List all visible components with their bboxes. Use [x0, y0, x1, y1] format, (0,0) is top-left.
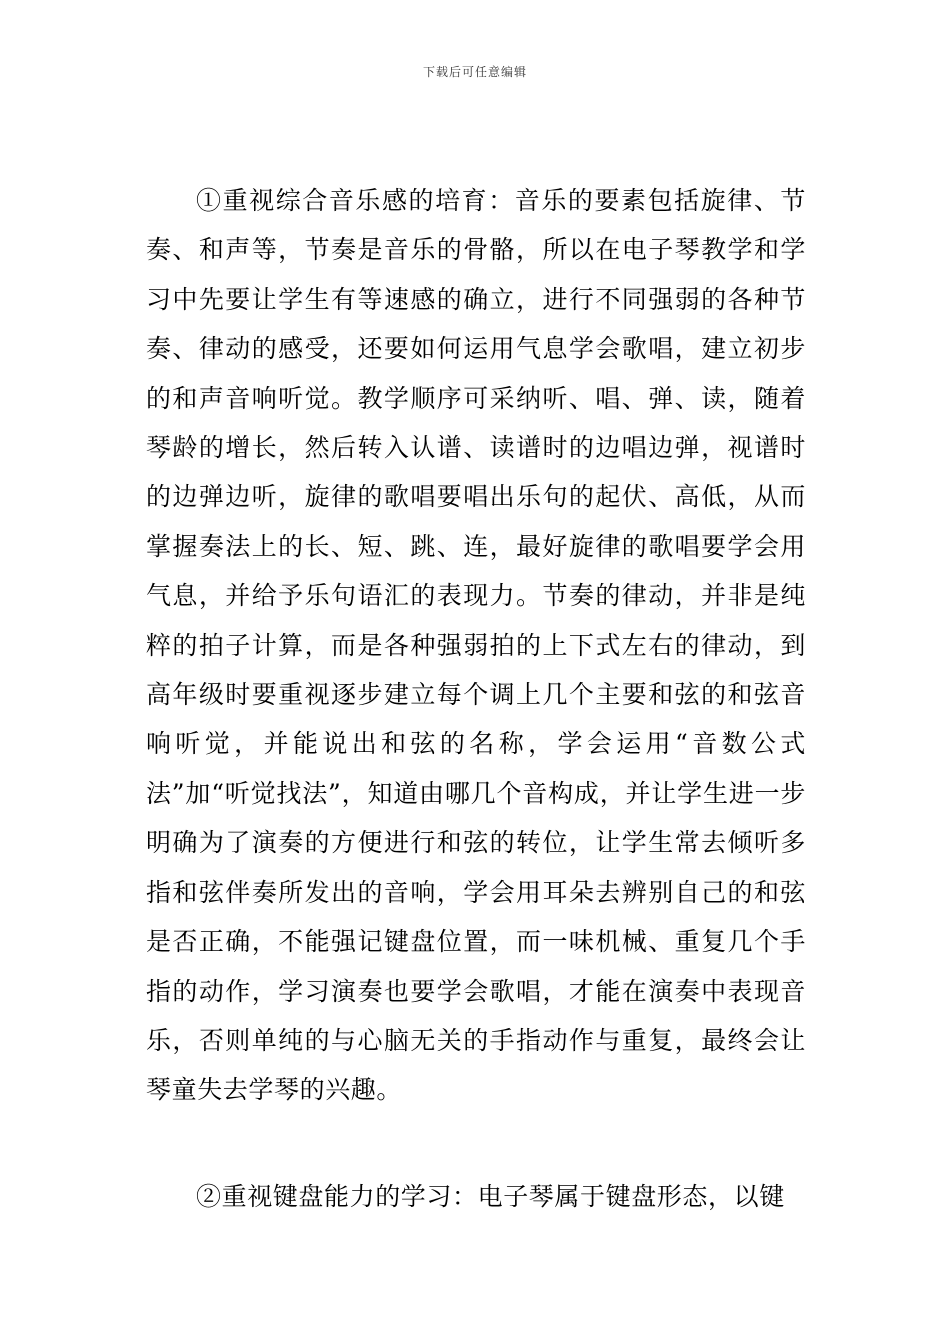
- page-header-caption: 下载后可任意编辑: [422, 65, 527, 79]
- paragraph-1: ①重视综合音乐感的培育：音乐的要素包括旋律、节奏、和声等，节奏是音乐的骨骼，所以在电子琴教学和学习中先要让学生有等速感的确立，进行不同强弱的各种节奏、律动的感受，还要如何运用气息学会歌唱，建立初步的和声音响听觉。教学顺序可采纳听、唱、弹、读，随着琴龄的增长，然后转入认谱、读谱时的边唱边弹，视谱时的边弹边听，旋律的歌唱要唱出乐句的起伏、高低，从而掌握奏法上的长、短、跳、连，最好旋律的歌唱要学会用气息，并给予乐句语汇的表现力。节奏的律动，并非是纯粹的拍子计算，而是各种强弱拍的上下式左右的律动，到高年级时要重视逐步建立每个调上几个主要和弦的和弦音响听觉，并能说出和弦的名称，学会运用“音数公式法”加“听觉找法”，知道由哪几个音构成，并让学生进一步明确为了演奏的方便进行和弦的转位，让学生常去倾听多指和弦伴奏所发出的音响，学会用耳朵去辨别自己的和弦是否正确，不能强记键盘位置，而一味机械、重复几个手指的动作，学习演奏也要学会歌唱，才能在演奏中表现音乐，否则单纯的与心脑无关的手指动作与重复，最终会让琴童失去学琴的兴趣。: [146, 186, 806, 1105]
- paragraph-2: ②重视键盘能力的学习：电子琴属于键盘形态，以键: [196, 1182, 785, 1211]
